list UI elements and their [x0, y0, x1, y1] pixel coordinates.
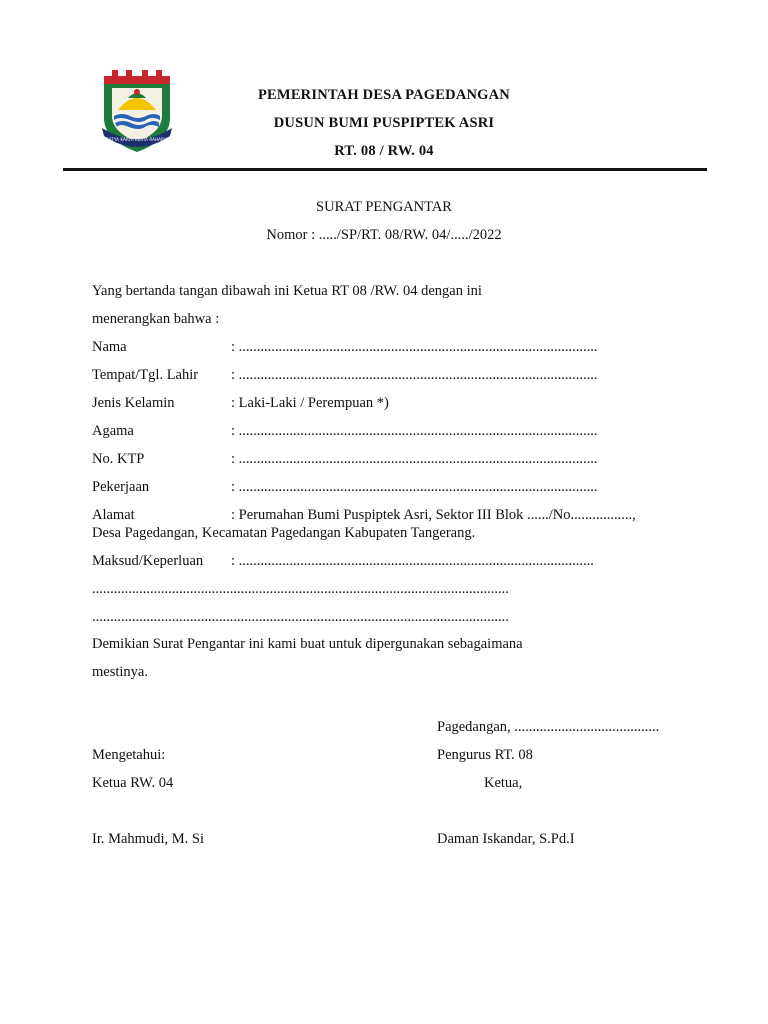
left-sign-role: Ketua RW. 04 [92, 775, 174, 791]
field-value-address: : Perumahan Bumi Puspiptek Asri, Sektor III Blok ....../No................., [231, 507, 636, 523]
field-value-religion: : ................................................................................................... [231, 423, 598, 439]
field-value-birth: : ................................................................................................... [231, 367, 598, 383]
field-label-job: Pekerjaan [92, 479, 150, 495]
header-divider [63, 168, 707, 171]
letter-title: SURAT PENGANTAR [316, 199, 452, 215]
header-line-hamlet: DUSUN BUMI PUSPIPTEK ASRI [273, 115, 495, 131]
field-label-birth: Tempat/Tgl. Lahir [92, 367, 199, 383]
field-value-purpose: : .................................................................................................. [231, 553, 594, 569]
header-line-government: PEMERINTAH DESA PAGEDANGAN [258, 87, 510, 103]
field-label-address: Alamat [92, 507, 135, 523]
header-line-rt-rw: RT. 08 / RW. 04 [334, 143, 434, 159]
intro-line-2: menerangkan bahwa : [92, 311, 220, 327]
intro-line-1: Yang bertanda tangan dibawah ini Ketua RT 08 /RW. 04 dengan ini [92, 283, 482, 299]
right-signatory-name: Daman Iskandar, S.Pd.I [437, 831, 575, 847]
field-label-name: Nama [92, 339, 127, 355]
left-sign-heading: Mengetahui: [92, 747, 166, 763]
address-line-2: Desa Pagedangan, Kecamatan Pagedangan Kabupaten Tangerang. [92, 525, 476, 541]
field-label-purpose: Maksud/Keperluan [92, 553, 204, 569]
field-value-name: : ................................................................................................... [231, 339, 598, 355]
emblem-motto: SATYA KARYA KERTA RAHARJA [106, 137, 168, 142]
field-label-gender: Jenis Kelamin [92, 395, 175, 411]
field-value-job: : ................................................................................................... [231, 479, 598, 495]
right-sign-heading: Pengurus RT. 08 [437, 747, 533, 763]
field-value-gender: : Laki-Laki / Perempuan *) [231, 395, 389, 411]
field-value-ktp: : ................................................................................................... [231, 451, 598, 467]
closing-line-1: Demikian Surat Pengantar ini kami buat untuk dipergunakan sebagaimana [92, 636, 523, 652]
field-label-religion: Agama [92, 423, 134, 439]
right-sign-role: Ketua, [484, 775, 523, 791]
letter-number: Nomor : ...../SP/RT. 08/RW. 04/...../2022 [266, 227, 502, 243]
closing-line-2: mestinya. [92, 664, 148, 680]
field-label-ktp: No. KTP [92, 451, 145, 467]
purpose-blank-line-2: ................................................................................................................... [92, 609, 509, 625]
place-date: Pagedangan, ........................................ [437, 719, 660, 735]
purpose-blank-line-1: ................................................................................................................... [92, 581, 509, 597]
left-signatory-name: Ir. Mahmudi, M. Si [92, 831, 204, 847]
